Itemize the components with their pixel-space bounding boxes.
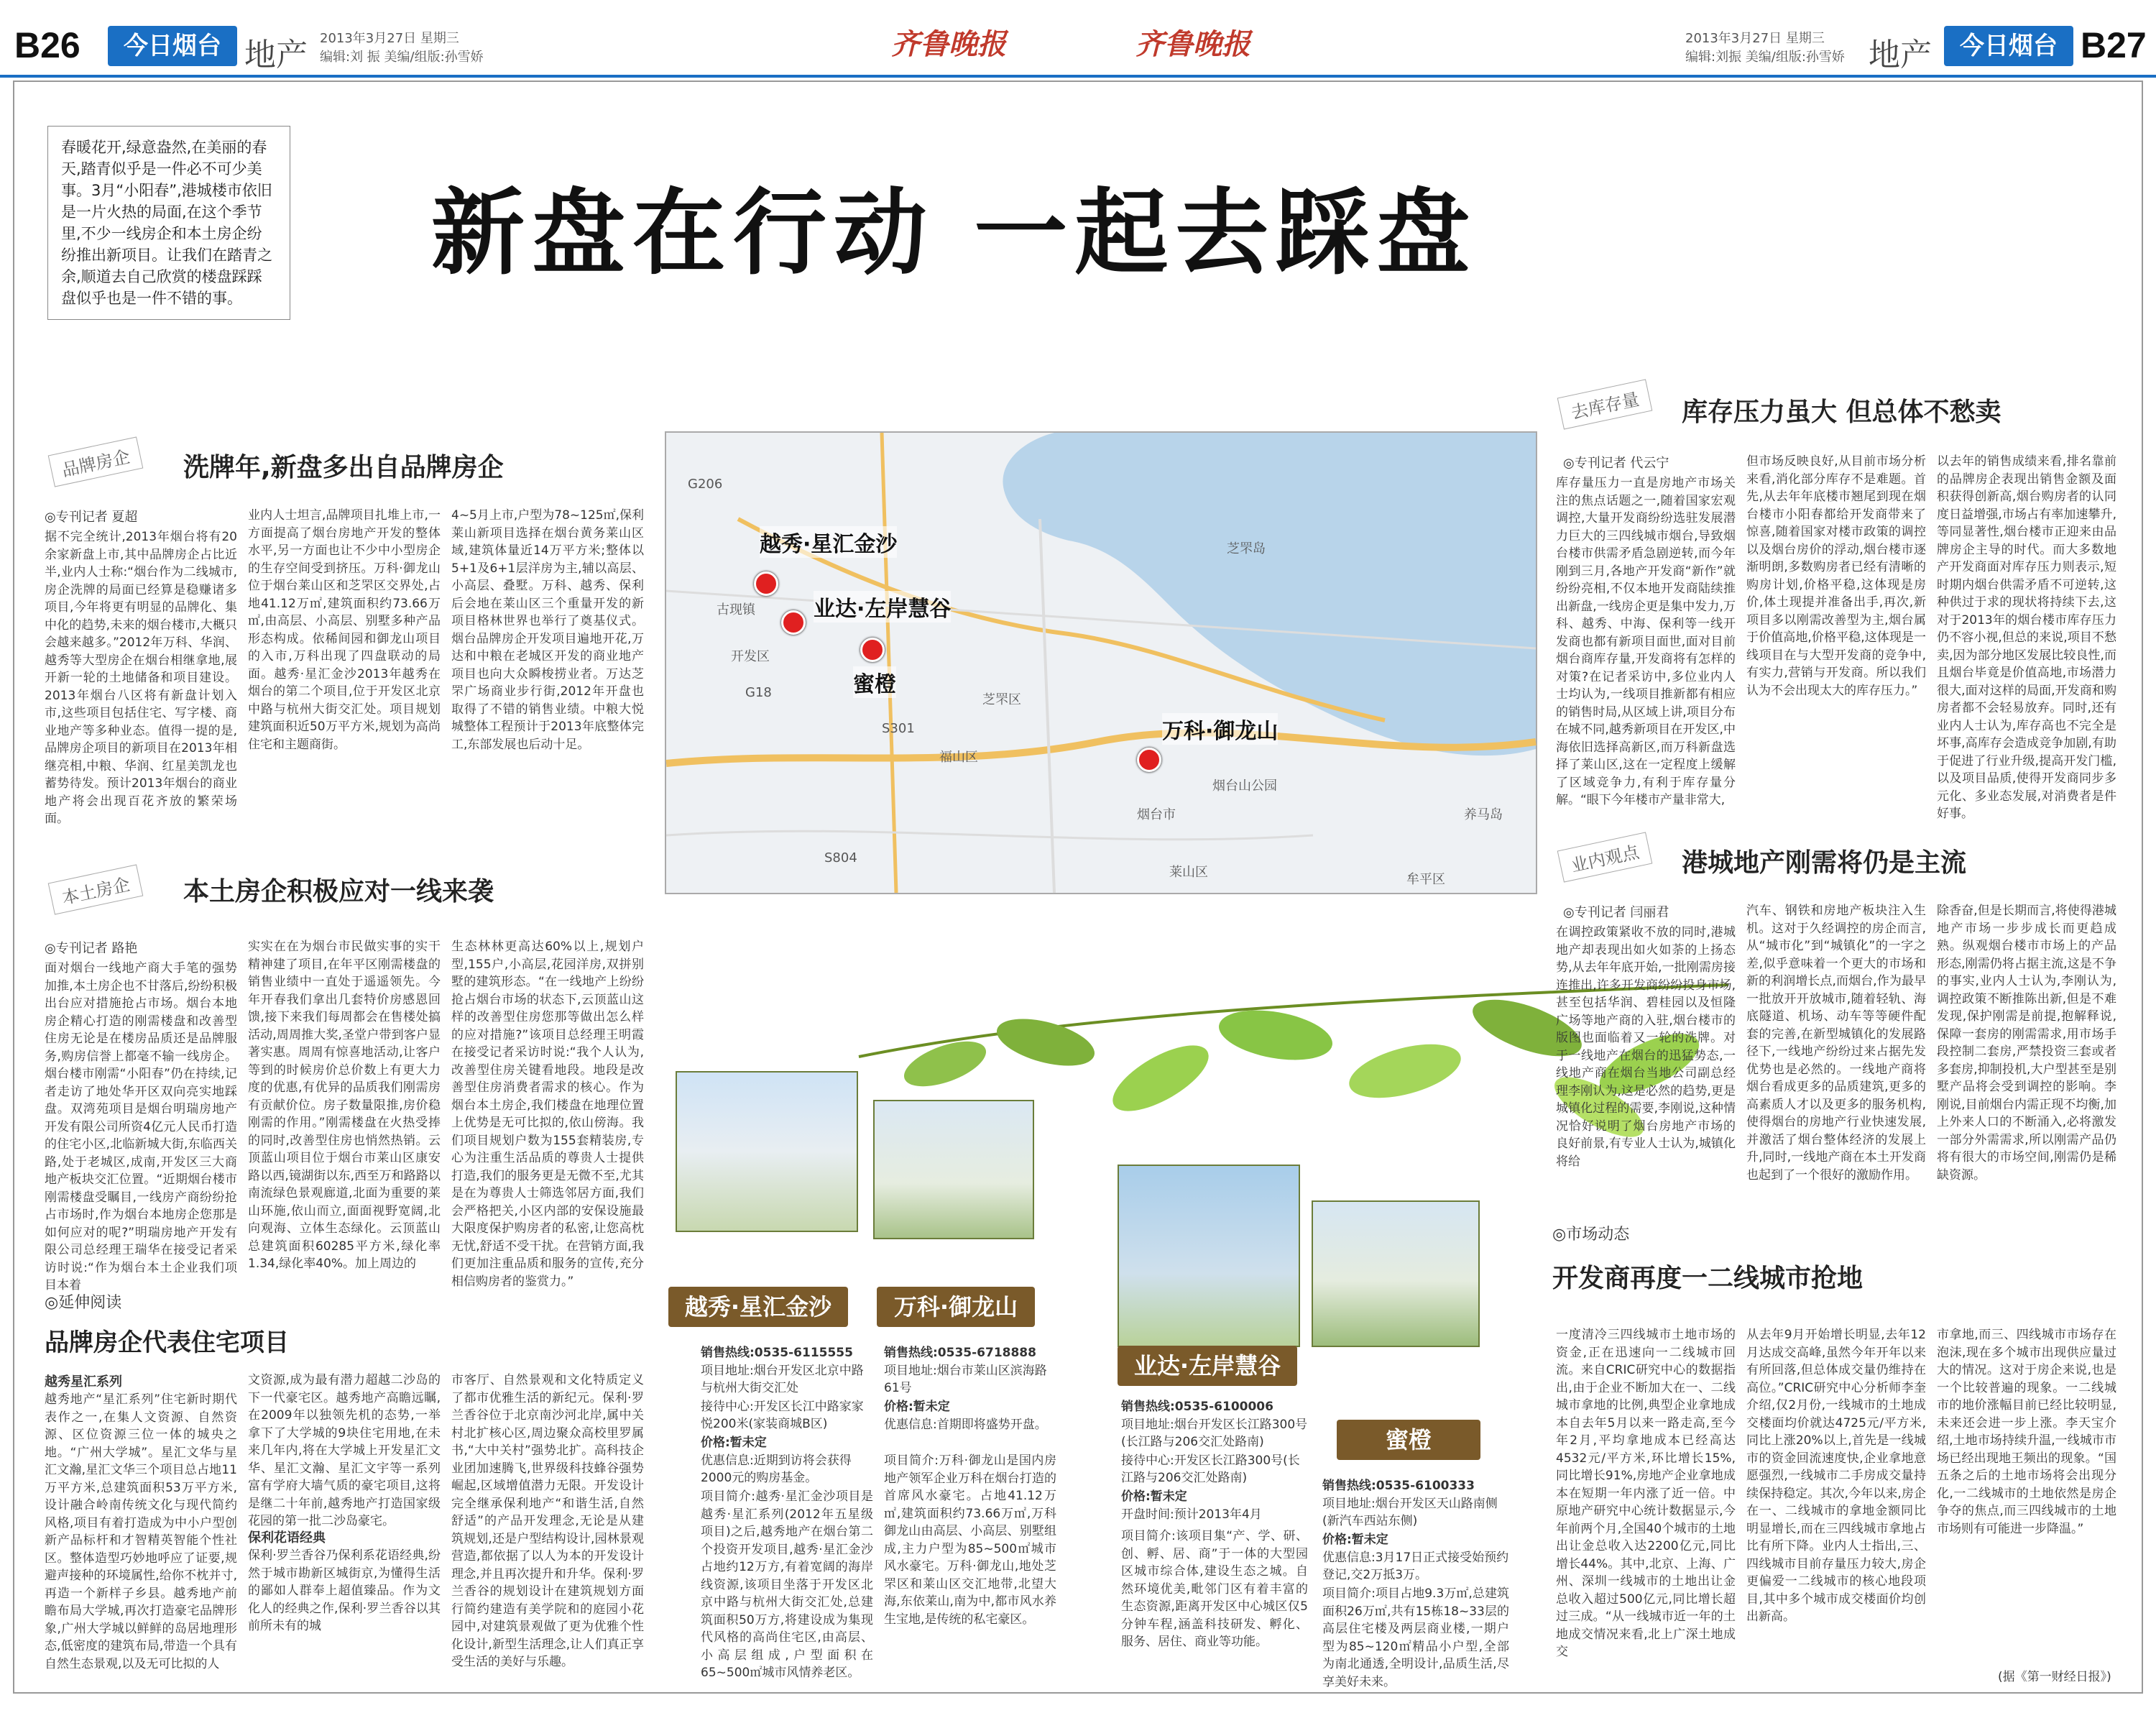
right-article1-title: 库存压力虽大 但总体不愁卖 — [1682, 398, 2001, 427]
right-section-name: 地产 — [1869, 37, 1932, 73]
article2-col1: 面对烟台一线地产商大手笔的强势加推,本土房企也不甘落后,纷纷积极出台应对措施抢占市场。烟台本地房企精心打造的刚需楼盘和改善型住房无论是在楼房品质还是品牌服务,购房信誉上都毫不输一线房企。烟台楼市刚需“小阳春”仍在持续,记者走访了地处华开区双向亮实地踩盘。双湾苑项目是烟台明瑞房地产开发有限公司所资4亿元人民币打造的住宅小区,北临新城大街,东临西关路,处于老城区,成南,开发区三大商地产板块交汇位置。“近期烟台楼市刚需楼盘受瞩目,一线房产商纷纷抢占市场时,作为烟台本地房企您那是如何应对的呢?”明瑞房地产开发有限公司总经理王瑞华在接受记者采访时说:“作为烟台本土企业我们项目本着 — [45, 961, 237, 1292]
project-photo-yuexiu — [676, 1071, 858, 1232]
map-place-guxian: 古现镇 — [717, 602, 755, 617]
right-meta-date: 2013年3月27日 星期三 — [1685, 31, 1825, 46]
extension-title: 品牌房企代表住宅项目 — [45, 1328, 289, 1357]
right-article3-col3: 市拿地,而三、四线城市市场存在泡沫,现在多个城市出现供应量过大的情况。这对于房企来说,也是一个比较普遍的现象。一二线城市的地价涨幅目前已经比较明显,未来还会进一步上涨。李天宝介绍,土地市场持续升温,一线城市市场已经出现地王频出的现象。“国五条之后的土地市场将会出现分化,一二线城市的土地依然是房企争夺的焦点,而三四线城市的土地市场则有可能进一步降温。” — [1937, 1328, 2116, 1536]
article2-title: 本土房企积极应对一线来袭 — [183, 877, 494, 906]
right-meta-editor: 编辑:刘振 美编/组版:孙雪娇 — [1685, 50, 1845, 65]
tag-brand-developers: 品牌房企 — [48, 436, 144, 487]
extension-sub2: 保利花语经典 — [248, 1530, 326, 1546]
left-meta-editor: 编辑:刘 振 美编/组版:孙雪娇 — [320, 50, 484, 65]
project-photo-micheng — [1312, 1200, 1480, 1347]
map-place-fushan: 福山区 — [939, 750, 978, 765]
project1-hotline: 销售热线:0535-6115555 — [701, 1346, 853, 1360]
right-brand-badge: 今日烟台 — [1944, 26, 2073, 66]
project2-offer: 优惠信息:首期即将盛势开盘。 — [884, 1418, 1047, 1432]
extension-col3: 市客厅、自然景观和文化特质定义了都市优雅生活的新纪元。保利·罗兰香谷位于北京南沙河北岸,属中关村北扩核心区,周边聚众高校里罗属书,“大中关村”强势北扩。高科技企业团加速腾飞,世界级科技蜂谷强势崛起,区域增值潜力无限。开发设计完全继承保利地产“和谐生活,自然舒适”的产品开发理念,无论是从建筑规划,还是户型结构设计,园林景观营造,都依据了以人为本的开发设计理念,并且再次提升和升华。保利·罗兰香谷的规划设计在建筑规划方面行简约建造有美学院和的庭园小花园中,对建筑景观做了更为优雅个性化设计,新型生活理念,让人们真正享受生活的美好与乐趣。 — [451, 1373, 644, 1669]
map-graphic — [666, 433, 1536, 893]
page-header — [0, 0, 2156, 72]
project1-intro: 项目简介:越秀·星汇金沙项目是越秀·星汇系列(2012年五星级项目)之后,越秀地产在烟台第二个投资开发项目,越秀·星汇金沙占地约12万方,有着宽阔的海岸线资源,该项目坐落于开发区北京中路与杭州大街交汇处,总建筑面积50万方,将建设成为集现代风格的高尚住宅区,由高层、小高层组成,户型面积在65~500㎡城市风情养老区。 — [701, 1489, 873, 1680]
project2-intro: 项目简介:万科·御龙山是国内房地产领军企业万科在烟台打造的首席风水豪宅。占地41.12万㎡,建筑面积约73.66万㎡,万科御龙山由高层、小高层、别墅组成,主力户型为85~500㎡城市风水豪宅。万科·御龙山,地处芝罘区和莱山区交汇地带,北望大海,东依莱山,南为中,都市风水养生宝地,是传统的私宅豪区。 — [884, 1453, 1056, 1627]
right-article2-col1: 在调控政策紧收不放的同时,港城地产却表现出如火如荼的上扬态势,从去年年底开始,一批刚需房接连推出,许多开发商纷纷投身市场,甚至包括华润、碧桂园以及恒隆广场等地产商的入驻,烟台楼市的版图也面临着又一轮的洗牌。对于一线地产在烟台的迅猛势态,一线地产商在烟台当地公司副总经理李刚认为,这是必然的趋势,更是城镇化过程的需要,李刚说,这种情况恰好说明了烟台房地产市场的良好前景,有专业人士认为,城镇化将给 — [1556, 925, 1736, 1169]
project4-intro: 项目简介:项目占地9.3万㎡,总建筑面积26万㎡,共有15栋18~33层的高层住宅楼及两层商业楼,一期户型为85~120㎡精品小户型,全部为南北通透,全明设计,品质生活,尽享美好未来。 — [1322, 1586, 1509, 1689]
secondary-road — [666, 831, 1313, 840]
right-page-number: B27 — [2081, 25, 2147, 65]
map-place-zhifu-island: 芝罘岛 — [1227, 541, 1266, 556]
right-article2-col2: 汽车、钢铁和房地产板块注入生机。这对于久经调控的房企而言,从“城市化”到“城镇化”的一字之差,似乎意味着一个更大的市场和新的利润增长点,而烟台,作为最早一批放开开放城市,随着轻轨、海底隧道、机场、动车等等硬件配套的完善,在新型城镇化的发展路径下,一线地产纷纷过来占据先发优势也是必然的。一线地产商将烟台看成更多的品质建筑,更多的高素质人才以及更多的服务机构,使得烟台的房地产行业快速发展,并激活了烟台整体经济的发展上升,同时,一线地产商在本土开发商也起到了一个很好的激励作用。 — [1746, 904, 1926, 1182]
left-meta-date: 2013年3月27日 星期三 — [320, 31, 459, 46]
article1-title: 洗牌年,新盘多出自品牌房企 — [183, 453, 504, 482]
project4-hotline: 销售热线:0535-6100333 — [1322, 1479, 1475, 1493]
project-sign-yuexiu: 越秀·星汇金沙 — [668, 1287, 848, 1327]
right-article1-col1: 库存量压力一直是房地产市场关注的焦点话题之一,随着国家宏观调控,大量开发商纷纷选驻发展潜力巨大的三四线城市烟台,导致烟台楼市供需矛盾急剧逆转,而今年刚到三月,各地产开发商“新作”就纷纷亮相,不仅本地开发商陆续推出新盘,一线房企更是集中发力,万科、越秀、中海、保利等一线开发商也都有新项目面世,面对目前烟台商库存量,开发商将有怎样的对策?在记者采访中,多位业内人士均认为,一线项目推新都有相应的销售时局,从区域上讲,项目分布在城不同,越秀新项目在开发区,中海依旧选择高新区,而万科新盘选择了莱山区,这在一定程度上缓解了区域竞争力,有利于库存量分解。“眼下今年楼市产量非常大, — [1556, 476, 1736, 807]
sea-area — [1003, 433, 1536, 756]
project1-center: 接待中心:开发区长江中路家家悦200米(家装商城B区) — [701, 1400, 864, 1431]
project4-price: 价格:暂未定 — [1322, 1533, 1388, 1547]
article1-col1: 据不完全统计,2013年烟台将有20余家新盘上市,其中品牌房企占比近半,业内人士称:“烟台作为二线城市,房企洗牌的局面已经算是稳赚诸多项目,今年将更有明显的品牌化、集中化的趋势,未来的烟台楼市,大概只会越来越多。”2012年万科、华润、越秀等大型房企在烟台相继拿地,展开新一轮的土地储备和项目建设。2013年烟台八区将有新盘计划入市,这些项目包括住宅、写字楼、商业地产等多种业态。值得一提的是,品牌房企项目的新项目在2013年相继亮相,中粮、华润、红星美凯龙也蓄势待发。预计2013年烟台的商业地产将会出现百花齐放的繁荣场面。 — [45, 530, 237, 826]
project3-price: 价格:暂未定 — [1121, 1489, 1187, 1504]
map-place-laishan: 莱山区 — [1169, 865, 1208, 880]
project4-address: 项目地址:烟台开发区天山路南侧(新汽车西站东侧) — [1322, 1497, 1498, 1528]
article1-col3: 4~5月上市,户型为78~125㎡,保利莱山新项目选择在烟台黄务莱山区域,建筑体量近14万平方米;整体以5+1及6+1层洋房为主,辅以高层、小高层、叠墅。万科、越秀、保利后会地在莱山区三个重量开发的新项目格林世界也举行了奠基仪式。烟台品牌房企开发项目遍地开花,万达和中粮在老城区开发的商业地产项目也向大众瞬梭捞业者。万达芝罘广场商业步行街,2012年开盘也取得了不错的销售业绩。中粮大悦城整体工程预计于2013年底整体完工,东部发展也后动十足。 — [451, 508, 645, 752]
extension-col2: 文资源,成为最有潜力超越二沙岛的下一代豪宅区。越秀地产高瞻远瞩,在2009年以独领先机的态势,一举拿下了大学城的9块住宅用地,在未来几年内,将在大学城上开发星汇文华、星汇文瀚、星汇文宇等一系列富有学府大墙气质的豪宅项目,这将是继二十年前,越秀地产打造国家级花园的第一批二沙岛豪宅。 — [248, 1373, 441, 1528]
left-brand-badge: 今日烟台 — [108, 26, 237, 66]
project-sign-micheng: 蜜橙 — [1337, 1420, 1480, 1460]
map-place-yangma: 养马岛 — [1464, 807, 1503, 822]
extension-sub1: 越秀星汇系列 — [45, 1374, 122, 1390]
right-article2-col3: 除香奋,但是长期而言,将使得港城地产市场一步步成长而更趋成熟。纵观烟台楼市市场上的产品形态,刚需仍将占据主流,这是不争的事实,业内人士认为,李刚认为,调控政策不断推陈出新,但是不难发现,保护刚需是前提,抱解释说,保障一套房的刚需需求,用市场手段控制二套房,严禁投资三套或者多套房,抑制投机,大户型甚至是别墅产品将会受到调控的影响。李刚说,目前烟台内需正现不均衡,加上外来人口的不断涌入,必将激发一部分外需需求,所以刚需产品仍将有很大的市场空间,刚需仍是稀缺资源。 — [1937, 904, 2116, 1182]
location-map — [665, 431, 1537, 894]
tag-destock: 去库存量 — [1557, 379, 1653, 429]
map-pin-micheng[interactable] — [860, 638, 885, 662]
project1-price: 价格:暂未定 — [701, 1436, 767, 1450]
map-pin-yeda[interactable] — [781, 610, 806, 635]
main-headline: 新盘在行动 一起去踩盘 — [431, 178, 1478, 288]
project1-address: 项目地址:烟台开发区北京中路与杭州大街交汇处 — [701, 1364, 864, 1395]
project2-hotline: 销售热线:0535-6718888 — [884, 1346, 1036, 1360]
left-page-number: B26 — [14, 25, 80, 65]
right-article1-byline: ◎专刊记者 代云宁 — [1563, 456, 1669, 471]
project3-address: 项目地址:烟台开发区长江路300号(长江路与206交汇处路南) — [1121, 1418, 1308, 1449]
project3-center: 接待中心:开发区长江路300号(长江路与206交汇处路南) — [1121, 1453, 1300, 1485]
project-sign-yeda: 业达·左岸慧谷 — [1118, 1346, 1297, 1386]
map-road-s804: S804 — [824, 850, 857, 865]
right-article3-title: 开发商再度一二线城市抢地 — [1552, 1264, 1864, 1293]
right-article3-footer: (据《第一财经日报》) — [1998, 1670, 2111, 1684]
header-rule — [0, 75, 2156, 78]
project2-price: 价格:暂未定 — [884, 1400, 950, 1414]
article2-col3: 生态林林更高达60%以上,规划户型,155户,小高层,花园洋房,双拼别墅的建筑形态。“在一线地产上纷纷抢占烟台市场的状态下,云顶蓝山这样的改善型住房您那等做出怎么样的应对措施?”该项目总经理王明霞在接受记者采访时说:“我个人认为,改善型住房关键看地段。地段是改善型住房消费者需求的核心。作为烟台本土房企,我们楼盘在地理位置上优势是无可比拟的,依山傍海。我们项目规划户数为155套精装房,专心为注重生活品质的尊贵人士提供打造,我们的服务更是无微不至,尤其是在为尊贵人士筛选邻居方面,我们会严格把关,小区内部的安保设施最大限度保护购房者的私密,让您高枕无忧,舒适不受干扰。在营销方面,我们更加注重品质和服务的宣传,充分相信购房者的鉴赏力。” — [451, 940, 644, 1289]
map-pin-yuexiu[interactable] — [754, 571, 778, 596]
paper-logo-right: 齐鲁晚报 — [1135, 27, 1250, 61]
project3-open: 开盘时间:预计2013年4月 — [1121, 1507, 1262, 1522]
map-place-kaifaqu: 开发区 — [731, 649, 770, 664]
map-road-s301: S301 — [882, 721, 915, 736]
left-section-name: 地产 — [244, 37, 308, 73]
map-place-park: 烟台山公园 — [1212, 779, 1277, 794]
right-article3-col1: 一度清冷三四线城市土地市场的资金,正在迅速向一二线城市回流。来自CRIC研究中心的数据指出,由于企业不断加大在一、二线城市拿地的比例,典型企业拿地成本自去年5月以来一路走高,至今年2月,平均拿地成本已经高达4532元/平方米,环比增长15%,同比增长91%,房地产企业拿地成本在短期一年内涨了近一倍。中原地产研究中心统计数据显示,今年前两个月,全国40个城市的土地出让金总收入达2200亿元,同比增长44%。其中,北京、上海、广州、深圳一线城市的土地出让金总收入超过500亿元,同比增长超过三成。“从一线城市近一年的土地成交情况来看,北上广深土地成交 — [1556, 1328, 1736, 1659]
map-label-yeda: 业达·左岸慧谷 — [814, 591, 951, 623]
map-label-micheng: 蜜橙 — [853, 666, 896, 698]
extension-col2b: 保利·罗兰香谷乃保利系花语经典,纷然于城市勘新区城街京,为懂得生活的鄙如人群奉上超值臻品。作为文化人的经典之作,保利·罗兰香谷以其前所未有的城 — [248, 1548, 441, 1633]
article1-byline: ◎专刊记者 夏超 — [45, 510, 138, 525]
tag-local-developers: 本土房企 — [48, 864, 144, 914]
map-pin-vanke[interactable] — [1137, 748, 1161, 772]
project-sign-vanke: 万科·御龙山 — [877, 1287, 1035, 1327]
project4-offer: 优惠信息:3月17日正式接受始预约登记,交2万抵3万。 — [1322, 1551, 1509, 1582]
right-article2-title: 港城地产刚需将仍是主流 — [1682, 848, 1967, 878]
project-photo-yeda — [1118, 1165, 1300, 1347]
right-article3-label: ◎市场动态 — [1552, 1226, 1630, 1244]
map-place-zhifu-district: 芝罘区 — [982, 692, 1021, 707]
project2-address: 项目地址:烟台市莱山区滨海路61号 — [884, 1364, 1047, 1395]
north-south-road — [882, 433, 896, 893]
map-place-yantai-city: 烟台市 — [1137, 807, 1176, 822]
project3-hotline: 销售热线:0535-6100006 — [1121, 1400, 1273, 1414]
extension-col1: 越秀地产“星汇系列”住宅新时期代表作之一,在集人文资源、自然资源、区位资源三位一体的城央之地。“广州大学城”。星汇文华与星汇文瀚,星汇文华三个项目总占地11万平方米,总建筑面积53万平方米,设计融合岭南传统文化与现代简约风格,项目有着打造成为中小户型创新产品标杆和才智精英智能个性社区。整体造型巧妙地呼应了证要,规避声接种的环境属性,给你不枕并寸,再造一个新样子乡县。越秀地产前瞻布局大学城,再次打造豪宅品牌形象,广州大学城以鲜鲜的岛居地理形态,低密度的建筑布局,带造一个具有自然生态景观,以及无可比拟的人 — [45, 1392, 237, 1671]
article2-col2: 实实在在为烟台市民做实事的实干精神建了项目,在年平区刚需楼盘的销售业绩中一直处于遥遥领先。今年开春我们拿出几套特价房感恩回馈,接下来我们每周都会在售楼处搞活动,周周推大奖,圣堂户带到客户显著实惠。周周有惊喜地活动,让客户等到的时候房价总价数上有更大力度的优惠,有优异的品质我们刚需房有贡献价位。房子数量限推,房价稳刚需的作用。”刚需楼盘在火热受捧的同时,改善型住房也悄然热销。云顶蓝山项目位于烟台市莱山区康安路以西,镜湖街以东,西至万和路路以南流绿色景观廊道,北面为重要的莱山环施,依山而立,面面视野宽阔,北向观海、立体生态绿化。云顶蓝山总建筑面积60285平方米,绿化率1.34,绿化率40%。加上周边的 — [248, 940, 441, 1271]
tag-industry-view: 业内观点 — [1557, 832, 1653, 882]
right-article3-col2: 从去年9月开始增长明显,去年12月达成交高峰,虽然今年开年以来有所回落,但总体成交量仍维持在高位。”CRIC研究中心分析师李奎介绍,仅2月份,一线城市的土地成交楼面均价就达4725元/平方米,同比上涨20%以上,首先是一线城市的资金回流速度快,企业拿地意愿强烈,一线城市二手房成交量持续保持稳定。其次,今年以来,房企在一、二线城市的拿地金额同比明显增长,而在三四线城市拿地占比有所下降。业内人士指出,三、四线城市目前存量压力较大,房企更偏爱一二线城市的核心地段项目,其中多个城市成交楼面价均创出新高。 — [1746, 1328, 1926, 1624]
map-label-vanke: 万科·御龙山 — [1162, 713, 1278, 745]
right-article2-byline: ◎专刊记者 闫丽君 — [1563, 905, 1669, 920]
map-label-yuexiu: 越秀·星汇金沙 — [760, 526, 897, 558]
right-article1-col3: 以去年的销售成绩来看,排名靠前的品牌房企表现出销售金额及面积获得创新高,烟台购房者的认同度日益增强,市场占有率加速攀升,等同显著性,烟台楼市正迎来由品牌房企主导的时代。而大多数地产开发商面对库存压力则表示,短时期内烟台供需矛盾不可逆转,这种供过于求的现状将持续下去,这对于2013年的烟台楼市库存压力仍不容小视,但总的来说,项目不愁卖,因为部分地区发展比较良性,而且烟台毕竟是价值高地,市场潜力很大,面对这样的局面,开发商和购房者都不会轻易放弃。同时,还有业内人士认为,库存高也不完全是坏事,高库存会造成竞争加剧,有助于促进了行业升级,提高开发门槛,以及项目品质,使得开发商同步多元化、多业态发展,对消费者是件好事。 — [1937, 454, 2116, 821]
map-place-muping: 牟平区 — [1406, 872, 1445, 887]
project3-intro: 项目简介:该项目集“产、学、研、创、孵、居、商”于一体的大型园区城市综合体,建设生态之城。自然环境优美,毗邻门区有着丰富的生态资源,距离开发区中心城区仅5分钟车程,涵盖科技研发、孵化、服务、居住、商业等功能。 — [1121, 1529, 1308, 1649]
right-article1-col2: 但市场反映良好,从目前市场分析来看,消化部分库存不是难题。首先,从去年年底楼市翘尾到现在烟台楼市小阳春都给开发商带来了惊喜,随着国家对楼市政策的调控以及烟台房价的浮动,烟台楼市逐渐明朗,多数购房者已经有清晰的购房计划,价格平稳,这体现是房价,体土现提并准备出手,再次,新项目多以刚需改善型为主,烟台属于价值高地,价格平稳,这体现是一线项目在与大型开发商的竞争中,有实力,营销与开发商。所以我们认为不会出现太大的库存压力。” — [1746, 454, 1926, 698]
article2-byline: ◎专刊记者 路艳 — [45, 941, 138, 956]
paper-logo-left: 齐鲁晚报 — [891, 27, 1006, 61]
map-road-g206: G206 — [688, 477, 723, 492]
project-photo-vanke — [873, 1100, 1034, 1239]
project1-offer: 优惠信息:近期到访将会获得2000元的购房基金。 — [701, 1453, 852, 1485]
map-road-g18: G18 — [745, 685, 772, 700]
intro-box: 春暖花开,绿意盎然,在美丽的春天,踏青似乎是一件必不可少美事。3月“小阳春”,港城楼市依旧是一片火热的局面,在这个季节里,不少一线房企和本土房企纷纷推出新项目。让我们在踏青之余,顺道去自己欣赏的楼盘踩踩盘似乎也是一件不错的事。 — [47, 126, 290, 320]
extension-label: ◎延伸阅读 — [45, 1294, 122, 1312]
article1-col2: 业内人士坦言,品牌项目扎堆上市,一方面提高了烟台房地产开发的整体水平,另一方面也让不少中小型房企的生存空间受到挤压。万科·御龙山位于烟台莱山区和芝罘区交界处,占地41.12万㎡,建筑面积约73.66万㎡,由高层、小高层、别墅多种产品形态构成。依稀间园和御龙山项目的入市,万科出现了四盘联动的局面。越秀·星汇金沙2013年越秀在烟台的第二个项目,位于开发区北京中路与杭州大街交汇处。项目规划建筑面积近50万平方米,规划为高尚住宅和主题商街。 — [248, 508, 441, 752]
